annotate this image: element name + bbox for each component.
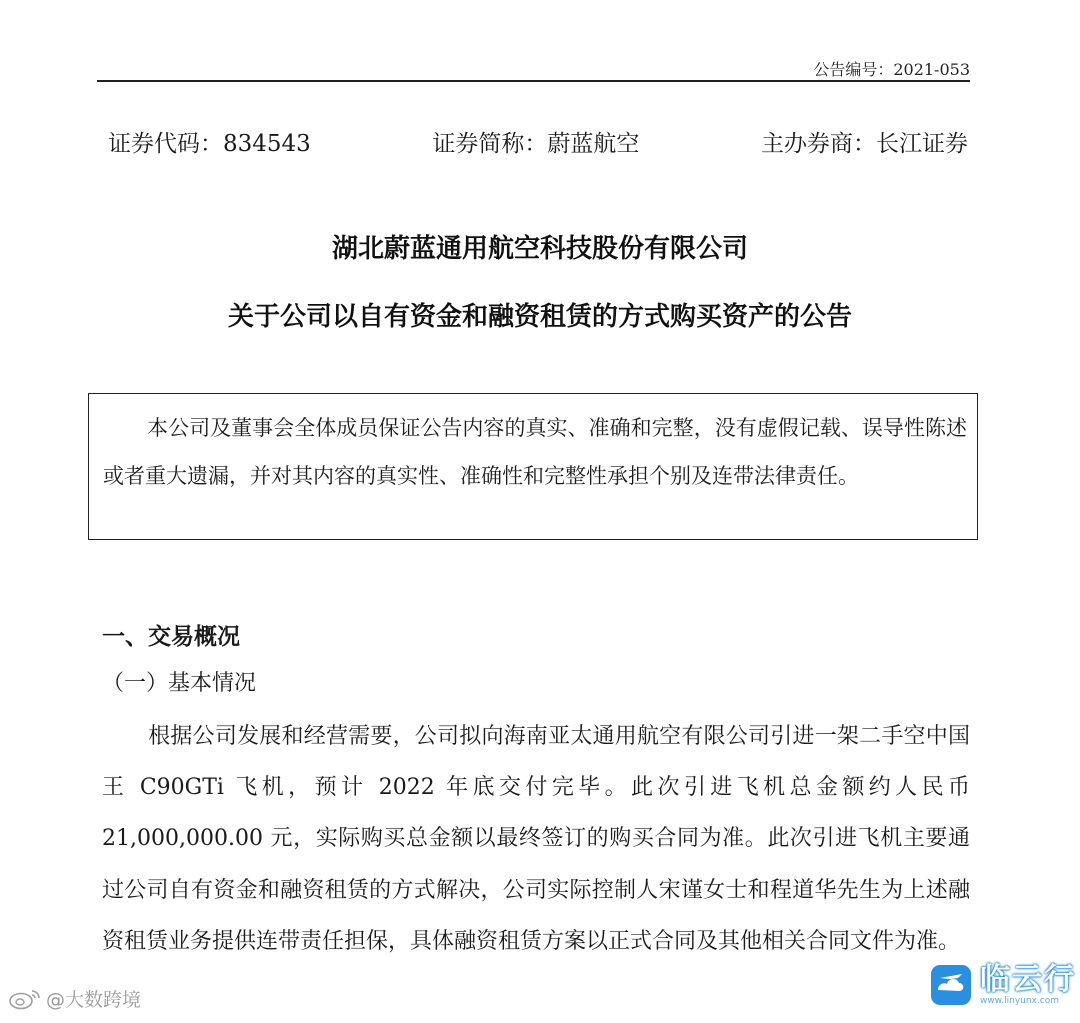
- securities-code: 证券代码：834543: [108, 131, 311, 157]
- securities-info-row: [108, 125, 968, 158]
- disclaimer-text: 本公司及董事会全体成员保证公告内容的真实、准确和完整，没有虚假记载、误导性陈述或者重大遗漏，并对其内容的真实性、准确性和完整性承担个别及连带法律责任。: [103, 416, 967, 488]
- header-divider: [97, 80, 970, 82]
- brand-block: [980, 961, 1076, 1006]
- subsection-heading: （一）基本情况: [102, 671, 257, 696]
- announcement-title: 关于公司以自有资金和融资租赁的方式购买资产的公告: [227, 302, 852, 332]
- watermark-left-text: @大数跨境: [46, 989, 142, 1011]
- section-heading: 一、交易概况: [102, 623, 240, 650]
- watermark-right: [930, 961, 1076, 1006]
- weibo-icon: [8, 988, 42, 1010]
- watermark-left: [8, 985, 141, 1012]
- body-paragraph-text: 根据公司发展和经营需要，公司拟向海南亚太通用航空有限公司引进一架二手空中国王 C90GTi 飞机，预计 2022 年底交付完毕。此次引进飞机总金额约人民币 21,000,000.00 元，实际购买总金额以最终签订的购买合同为准。此次引进飞机主要通过公司自有资金和融资租赁的方式解决，公司实际控制人宋谨女士和程道华先生为上述融资租赁业务提供连带责任担保，具体融资租赁方案以正式合同及其他相关合同文件为准。: [102, 724, 970, 954]
- brand-name: 临云行: [980, 961, 1076, 997]
- cloud-plane-logo-icon: [930, 964, 972, 1006]
- company-title: 湖北蔚蓝通用航空科技股份有限公司: [331, 234, 748, 264]
- securities-short-name: 证券简称：蔚蓝航空: [432, 131, 640, 157]
- lead-broker: 主办券商：长江证券: [761, 131, 968, 157]
- brand-url: www.linyunx.com: [980, 995, 1059, 1006]
- body-paragraph: [102, 711, 970, 967]
- disclaimer-box: [88, 393, 978, 540]
- announcement-number: 公告编号：2021-053: [813, 60, 970, 79]
